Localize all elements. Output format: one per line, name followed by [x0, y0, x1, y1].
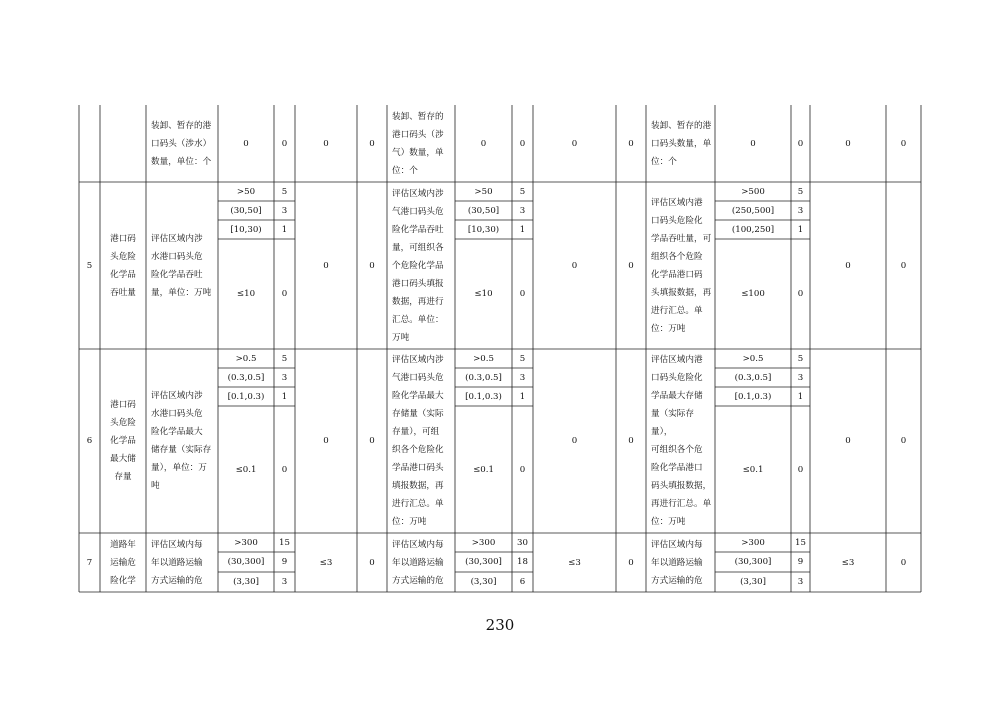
- r5-g2-tier-range: [455, 201, 512, 220]
- cont-g3-score: [791, 105, 810, 182]
- cont-g3-description: [646, 105, 715, 182]
- r5-g3-tier-range: [715, 201, 791, 220]
- r6-g1-tier-range-text: [0.1,0.3): [227, 391, 265, 402]
- r5-s1-score-text: 0: [369, 260, 375, 271]
- r6-s1-score: [357, 349, 387, 533]
- r5-g1-tier-score-text: 3: [281, 205, 288, 216]
- r5-g1-tier-score: [274, 182, 295, 201]
- page-number: 230: [485, 616, 515, 634]
- r7-g1-tier-range-text: >300: [234, 537, 258, 548]
- r5-g2-tier-range: [455, 239, 512, 349]
- r6-g1-description-text: 评估区域内涉 水港口码头危 险化学品最大 储存量（实际存 量），单位：万 吨: [151, 391, 212, 491]
- r6-g1-tier-score-text: 3: [281, 372, 288, 383]
- r7-g3-tier-score-text: 9: [797, 557, 804, 567]
- r5-g2-tier-score-text: 0: [519, 289, 526, 299]
- cont-g1-range-text: 0: [243, 138, 249, 149]
- r6-g2-tier-range-text: (0.3,0.5]: [465, 372, 502, 383]
- r7-g2-tier-score-text: 18: [517, 557, 528, 567]
- r6-g2-tier-range: [455, 368, 512, 387]
- r6-g2-tier-score-text: 3: [519, 372, 526, 383]
- r7-g2-tier-range: [455, 533, 512, 552]
- r6-g3-tier-range: [715, 368, 791, 387]
- r6-g3-tier-range-text: [0.1,0.3): [734, 391, 772, 402]
- r7-g3-tier-range-text: >300: [741, 537, 765, 548]
- r6-g1-tier-score-text: 1: [281, 391, 288, 402]
- r7-number: [79, 533, 100, 592]
- r7-s2-score-text: 0: [628, 557, 634, 568]
- r5-g2-tier-range: [455, 220, 512, 239]
- cont-s3-score-text: 0: [900, 138, 907, 149]
- r7-g3-tier-range: [715, 572, 791, 592]
- r7-s3-value-text: ≤3: [841, 557, 855, 568]
- r5-number: [79, 182, 100, 349]
- r7-s3-score: [886, 533, 921, 592]
- r6-number: [79, 349, 100, 533]
- r6-s1-value: [295, 349, 357, 533]
- r7-g1-tier-range: [218, 572, 274, 592]
- cont-s3-value-text: 0: [845, 138, 851, 149]
- r7-g3-tier-score: [791, 533, 810, 552]
- r6-g1-tier-score-text: 0: [281, 464, 288, 475]
- r6-number-text: 6: [86, 436, 93, 446]
- r5-g1-tier-score: [274, 201, 295, 220]
- r6-g1-tier-score: [274, 349, 295, 368]
- r7-g1-tier-score-text: 15: [279, 537, 290, 548]
- r6-g2-tier-score-text: 5: [519, 353, 526, 364]
- cont-g3-description-text: 装卸、暂存的港 口码头数量，单 位：个: [651, 120, 712, 167]
- r5-g3-tier-range-text: >500: [741, 186, 765, 197]
- r5-g1-tier-range: [218, 201, 274, 220]
- r6-g3-tier-range-text: ≤0.1: [742, 464, 764, 475]
- cont-g2-range-text: 0: [480, 138, 487, 149]
- r7-g1-tier-score: [274, 533, 295, 552]
- r5-s2-score-text: 0: [628, 260, 634, 271]
- r6-g1-tier-range-text: (0.3,0.5]: [227, 372, 265, 383]
- r7-g2-tier-range-text: (3,30]: [470, 577, 497, 587]
- cont-s1-score: [357, 105, 387, 182]
- cont-s2-value: [533, 105, 616, 182]
- r6-g3-tier-score: [791, 368, 810, 387]
- r5-s1-score: [357, 182, 387, 349]
- r7-g1-tier-range: [218, 533, 274, 552]
- r6-g1-tier-score-text: 5: [281, 353, 288, 364]
- r6-g2-tier-range: [455, 406, 512, 533]
- r7-number-text: 7: [86, 557, 93, 568]
- r5-g1-description-text: 评估区域内涉 水港口码头危 险化学品吞吐 量，单位：万吨: [151, 233, 212, 298]
- r5-g3-tier-range-text: (250,500]: [731, 205, 775, 216]
- r6-g3-description-text: 评估区域内港 口码头危险化 学品最大存储 量（实际存量）， 可组织各个危 险化学品港口 码头填报数据， 再进行汇总。单 位：万吨: [651, 355, 712, 527]
- r5-s3-value-text: 0: [845, 260, 851, 271]
- r6-s2-score: [616, 349, 646, 533]
- r5-g3-tier-score-text: 3: [797, 205, 804, 216]
- r5-g1-tier-score: [274, 239, 295, 349]
- r5-indicator-name-text: 港口码 头危险 化学品 吞吐量: [110, 233, 136, 298]
- r6-indicator-name: [100, 349, 146, 533]
- r7-g3-tier-score-text: 3: [797, 577, 804, 587]
- r5-g1-tier-range: [218, 182, 274, 201]
- r6-g2-tier-score: [512, 387, 533, 406]
- r6-indicator-name-text: 港口码 头危险 化学品 最大储 存量: [110, 400, 136, 482]
- r6-g3-tier-range: [715, 406, 791, 533]
- r5-g2-tier-range-text: >50: [474, 186, 493, 197]
- cont-s2-value-text: 0: [571, 138, 578, 149]
- r6-g3-tier-score-text: 1: [797, 391, 804, 402]
- r5-g1-tier-score-text: 1: [281, 224, 288, 235]
- r7-indicator-name-text: 道路年 运输危 险化学: [110, 539, 136, 586]
- r6-s3-value-text: 0: [845, 436, 851, 446]
- r5-g2-tier-score-text: 5: [519, 186, 526, 197]
- r5-g3-tier-range-text: (100,250]: [731, 224, 775, 235]
- r5-g2-description: [387, 182, 455, 349]
- r5-g2-tier-range-text: (30,50]: [467, 205, 500, 216]
- r7-g2-tier-range-text: >300: [471, 537, 496, 548]
- r5-g1-tier-range-text: ≤10: [236, 289, 256, 299]
- cont-g2-score: [512, 105, 533, 182]
- cont-s1-value: [295, 105, 357, 182]
- r7-g3-description-text: 评估区域内每 年以道路运输 方式运输的危: [651, 539, 703, 586]
- r6-s2-value-text: 0: [571, 436, 578, 446]
- r5-g1-tier-score-text: 5: [281, 186, 288, 197]
- r5-g3-tier-score-text: 5: [797, 186, 804, 197]
- r6-g3-tier-score-text: 3: [797, 372, 804, 383]
- r7-s3-value: [810, 533, 886, 592]
- r7-s1-score: [357, 533, 387, 592]
- r5-g3-tier-score: [791, 201, 810, 220]
- r5-g3-tier-range: [715, 239, 791, 349]
- r7-g3-tier-score: [791, 552, 810, 572]
- r6-s2-score-text: 0: [628, 436, 634, 446]
- r7-g2-tier-range: [455, 572, 512, 592]
- r7-g1-description-text: 评估区域内每 年以道路运输 方式运输的危: [151, 539, 203, 586]
- r5-g3-tier-score: [791, 220, 810, 239]
- r5-g2-tier-score: [512, 220, 533, 239]
- r5-s3-score-text: 0: [900, 260, 907, 271]
- r5-s3-score: [886, 182, 921, 349]
- cont-s2-score-text: 0: [628, 138, 634, 149]
- r6-g2-tier-range: [455, 349, 512, 368]
- r5-g2-tier-score-text: 1: [519, 224, 526, 235]
- r6-g2-tier-range-text: [0.1,0.3): [465, 391, 502, 402]
- r6-s3-value: [810, 349, 886, 533]
- r6-g1-tier-score: [274, 406, 295, 533]
- r7-s2-score: [616, 533, 646, 592]
- r6-s3-score: [886, 349, 921, 533]
- r7-g2-description-text: 评估区域内每 年以道路运输 方式运输的危: [392, 539, 444, 586]
- cont-g1-score-text: 0: [281, 138, 288, 149]
- r7-s1-value: [295, 533, 357, 592]
- cont-g1-score: [274, 105, 295, 182]
- r6-s3-score-text: 0: [900, 436, 907, 446]
- r6-g2-tier-score-text: 0: [519, 464, 526, 475]
- r6-g1-tier-range: [218, 387, 274, 406]
- cont-s2-score: [616, 105, 646, 182]
- r5-g2-tier-score-text: 3: [519, 205, 526, 216]
- r6-g2-tier-score-text: 1: [519, 391, 526, 402]
- r5-g1-tier-range-text: >50: [236, 186, 256, 197]
- r6-g2-tier-score: [512, 406, 533, 533]
- cont-g2-description-text: 装卸、暂存的 港口码头（涉 气）数量，单 位：个: [392, 111, 444, 176]
- r7-g3-description: [646, 533, 715, 592]
- r5-g2-description-text: 评估区域内涉 气港口码头危 险化学品吞吐 量，可组织各 个危险化学品 港口码头填报 数据，再进行 汇总。单位： 万吨: [392, 188, 444, 343]
- r6-g1-tier-score: [274, 368, 295, 387]
- r6-s1-value-text: 0: [323, 436, 329, 446]
- r5-g3-tier-range: [715, 220, 791, 239]
- r5-g2-tier-range-text: [10,30): [467, 224, 500, 235]
- r7-g2-tier-score-text: 6: [519, 577, 526, 587]
- r5-s2-value: [533, 182, 616, 349]
- cont-s1-value-text: 0: [323, 138, 329, 149]
- r6-g2-tier-range-text: >0.5: [473, 353, 494, 364]
- r6-g3-tier-range-text: (0.3,0.5]: [734, 372, 772, 383]
- r6-s1-score-text: 0: [369, 436, 375, 446]
- r7-g2-tier-range-text: (30,300]: [465, 557, 502, 567]
- r5-s1-value: [295, 182, 357, 349]
- r5-g2-tier-score: [512, 239, 533, 349]
- r6-g3-tier-score: [791, 406, 810, 533]
- r7-g3-tier-range: [715, 552, 791, 572]
- r7-g2-tier-score: [512, 533, 533, 552]
- cont-s3-score: [886, 105, 921, 182]
- cont-g2-description: [387, 105, 455, 182]
- r7-g1-tier-score-text: 3: [281, 577, 288, 587]
- r7-s1-value-text: ≤3: [319, 557, 333, 568]
- r6-g3-tier-score: [791, 349, 810, 368]
- r7-s2-value: [533, 533, 616, 592]
- cont-g1-range: [218, 105, 274, 182]
- r7-g1-tier-range: [218, 552, 274, 572]
- r5-s3-value: [810, 182, 886, 349]
- r5-g2-tier-range-text: ≤10: [474, 289, 493, 299]
- cont-g3-range-text: 0: [750, 138, 756, 149]
- r7-g2-description: [387, 533, 455, 592]
- r6-g3-tier-score-text: 0: [797, 464, 804, 475]
- r7-g1-tier-range-text: (30,300]: [227, 557, 265, 567]
- r5-g3-tier-score-text: 0: [797, 289, 804, 299]
- r5-g3-description-text: 评估区域内港 口码头危险化 学品吞吐量，可 组织各个危险 化学品港口码 头填报数据，再 进行汇总。单 位：万吨: [651, 197, 712, 334]
- r6-g2-tier-range-text: ≤0.1: [473, 464, 494, 475]
- r5-g1-tier-score-text: 0: [281, 289, 288, 299]
- r7-g1-tier-range-text: (3,30]: [233, 577, 259, 587]
- r5-g2-tier-score: [512, 182, 533, 201]
- r6-g3-tier-score: [791, 387, 810, 406]
- r5-g3-tier-range: [715, 182, 791, 201]
- cont-g1-description-text: 装卸、暂存的港 口码头（涉水） 数量，单位：个: [151, 120, 212, 167]
- r6-g3-tier-score-text: 5: [797, 353, 804, 364]
- r5-s2-score: [616, 182, 646, 349]
- r5-g1-tier-range-text: [10,30): [230, 224, 262, 235]
- r6-g1-tier-range: [218, 368, 274, 387]
- cont-g2-score-text: 0: [519, 138, 526, 149]
- r6-g1-tier-range: [218, 349, 274, 368]
- r7-g1-tier-score: [274, 552, 295, 572]
- r7-g1-tier-score: [274, 572, 295, 592]
- r6-s2-value: [533, 349, 616, 533]
- r6-g3-tier-range: [715, 349, 791, 368]
- r5-number-text: 5: [86, 260, 93, 271]
- r6-g2-description-text: 评估区域内涉 气港口码头危 险化学品最大 存储量（实际 存量），可组 织各个危险化 学品港口码头 填报数据，再 进行汇总。单 位：万吨: [392, 355, 444, 527]
- cont-g1-description: [146, 105, 218, 182]
- r6-g1-tier-score: [274, 387, 295, 406]
- r7-g3-tier-score-text: 15: [795, 537, 806, 548]
- r6-g1-tier-range-text: ≤0.1: [235, 464, 257, 475]
- r7-g2-tier-score: [512, 552, 533, 572]
- r7-s3-score-text: 0: [900, 557, 907, 568]
- cont-g3-score-text: 0: [797, 138, 804, 149]
- r5-g2-tier-range: [455, 182, 512, 201]
- r6-g2-tier-range: [455, 387, 512, 406]
- r6-g1-tier-range: [218, 406, 274, 533]
- r5-g3-description: [646, 182, 715, 349]
- r5-g3-tier-score: [791, 182, 810, 201]
- r7-g3-tier-range: [715, 533, 791, 552]
- r6-g1-description: [146, 349, 218, 533]
- r7-g3-tier-range-text: (3,30]: [740, 577, 766, 587]
- r5-g3-tier-score-text: 1: [797, 224, 804, 235]
- r5-s2-value-text: 0: [571, 260, 578, 271]
- r7-s1-score-text: 0: [369, 557, 375, 568]
- r6-g3-tier-range: [715, 387, 791, 406]
- cont-s1-score-text: 0: [369, 138, 375, 149]
- cont-s3-value: [810, 105, 886, 182]
- cont-g3-range: [715, 105, 791, 182]
- r6-g3-tier-range-text: >0.5: [742, 353, 764, 364]
- r5-g1-tier-range-text: (30,50]: [230, 205, 262, 216]
- r7-g2-tier-range: [455, 552, 512, 572]
- r5-s1-value-text: 0: [323, 260, 329, 271]
- r5-g1-tier-range: [218, 220, 274, 239]
- r5-g2-tier-score: [512, 201, 533, 220]
- r5-g1-tier-range: [218, 239, 274, 349]
- r7-indicator-name: [100, 533, 146, 592]
- r5-g1-description: [146, 182, 218, 349]
- r5-indicator-name: [100, 182, 146, 349]
- r6-g2-tier-score: [512, 349, 533, 368]
- r7-g2-tier-score: [512, 572, 533, 592]
- r5-g1-tier-score: [274, 220, 295, 239]
- r6-g2-description: [387, 349, 455, 533]
- r6-g1-tier-range-text: >0.5: [235, 353, 257, 364]
- r7-g1-description: [146, 533, 218, 592]
- r7-g3-tier-range-text: (30,300]: [734, 557, 772, 567]
- r7-s2-value-text: ≤3: [568, 557, 581, 568]
- r5-g3-tier-range-text: ≤100: [741, 289, 765, 299]
- r6-g2-tier-score: [512, 368, 533, 387]
- r7-g1-tier-score-text: 9: [281, 557, 288, 567]
- r6-g3-description: [646, 349, 715, 533]
- cont-g2-range: [455, 105, 512, 182]
- r7-g3-tier-score: [791, 572, 810, 592]
- r5-g3-tier-score: [791, 239, 810, 349]
- r7-g2-tier-score-text: 30: [517, 537, 528, 548]
